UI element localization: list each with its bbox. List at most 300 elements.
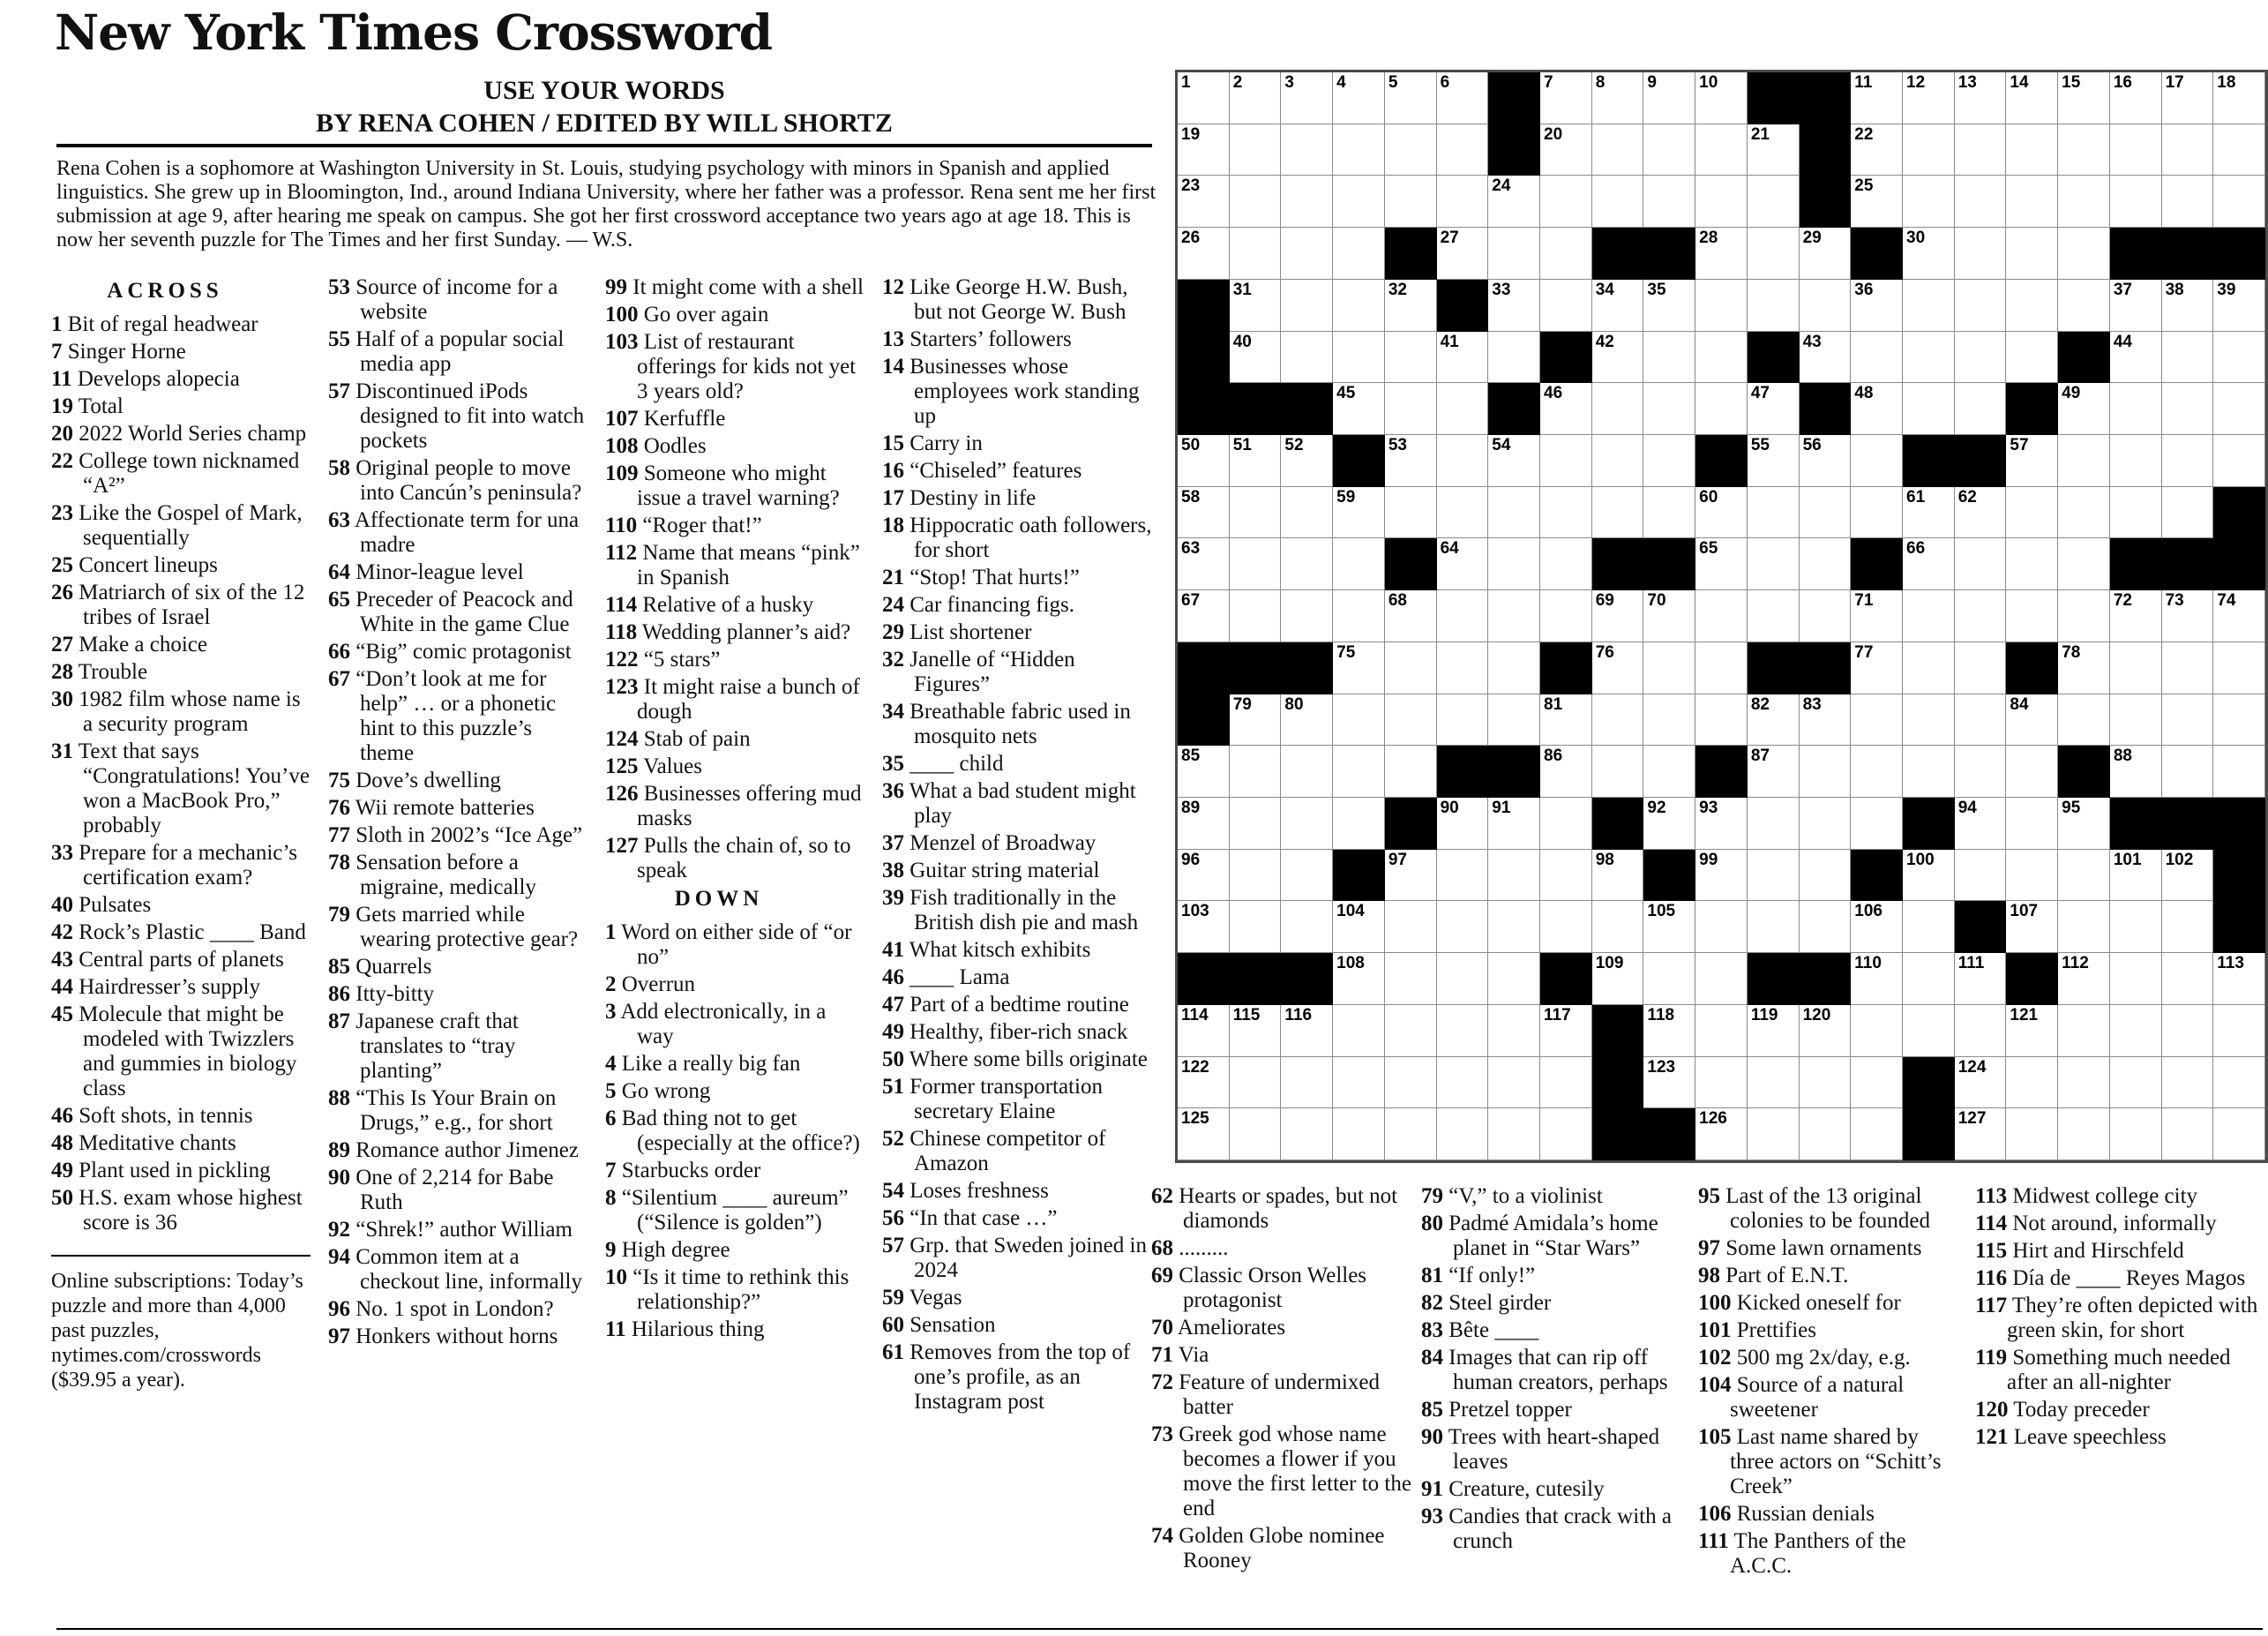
- grid-cell[interactable]: [1955, 383, 2007, 435]
- grid-cell[interactable]: [1230, 694, 1282, 747]
- grid-cell[interactable]: [1592, 694, 1644, 747]
- grid-cell[interactable]: [2162, 435, 2214, 487]
- grid-cell[interactable]: [1333, 124, 1385, 176]
- grid-cell[interactable]: [1437, 590, 1489, 642]
- grid-cell[interactable]: [2058, 798, 2110, 850]
- grid-cell[interactable]: [1592, 383, 1644, 435]
- grid-cell[interactable]: [2006, 72, 2058, 124]
- grid-cell[interactable]: [1333, 487, 1385, 539]
- grid-cell[interactable]: [1903, 850, 1955, 902]
- grid-cell[interactable]: [1540, 1108, 1592, 1160]
- grid-cell[interactable]: [1955, 538, 2007, 590]
- grid-cell[interactable]: [1333, 383, 1385, 435]
- grid-cell[interactable]: [1643, 383, 1695, 435]
- grid-cell[interactable]: [1851, 798, 1903, 850]
- grid-cell[interactable]: [2006, 850, 2058, 902]
- grid-cell[interactable]: [1333, 953, 1385, 1005]
- grid-cell[interactable]: [1488, 487, 1540, 539]
- grid-cell[interactable]: [1437, 798, 1489, 850]
- grid-cell[interactable]: [1230, 228, 1282, 280]
- grid-cell[interactable]: [1385, 383, 1437, 435]
- grid-cell[interactable]: [1333, 1057, 1385, 1109]
- grid-cell[interactable]: [2213, 642, 2265, 694]
- grid-cell[interactable]: [1488, 590, 1540, 642]
- grid-cell[interactable]: [1695, 694, 1748, 747]
- grid-cell[interactable]: [1643, 124, 1695, 176]
- grid-cell[interactable]: [1333, 176, 1385, 228]
- grid-cell[interactable]: [1540, 1057, 1592, 1109]
- grid-cell[interactable]: [1333, 72, 1385, 124]
- grid-cell[interactable]: [1230, 746, 1282, 798]
- grid-cell[interactable]: [2058, 228, 2110, 280]
- grid-cell[interactable]: [2006, 435, 2058, 487]
- grid-cell[interactable]: [2110, 1005, 2162, 1057]
- grid-cell[interactable]: [1230, 850, 1282, 902]
- grid-cell[interactable]: [2162, 953, 2214, 1005]
- grid-cell[interactable]: [1592, 332, 1644, 384]
- grid-cell[interactable]: [1488, 1108, 1540, 1160]
- grid-cell[interactable]: [1800, 1057, 1852, 1109]
- grid-cell[interactable]: [1540, 850, 1592, 902]
- grid-cell[interactable]: [2058, 538, 2110, 590]
- grid-cell[interactable]: [1955, 694, 2007, 747]
- grid-cell[interactable]: [1488, 176, 1540, 228]
- grid-cell[interactable]: [1800, 228, 1852, 280]
- grid-cell[interactable]: [1800, 1005, 1852, 1057]
- grid-cell[interactable]: [1178, 1057, 1230, 1109]
- grid-cell[interactable]: [2110, 746, 2162, 798]
- grid-cell[interactable]: [1488, 1057, 1540, 1109]
- grid-cell[interactable]: [2110, 72, 2162, 124]
- grid-cell[interactable]: [1695, 332, 1748, 384]
- grid-cell[interactable]: [2058, 642, 2110, 694]
- grid-cell[interactable]: [1437, 124, 1489, 176]
- grid-cell[interactable]: [1695, 487, 1748, 539]
- grid-cell[interactable]: [2213, 435, 2265, 487]
- grid-cell[interactable]: [2213, 953, 2265, 1005]
- grid-cell[interactable]: [1281, 538, 1333, 590]
- grid-cell[interactable]: [2213, 1005, 2265, 1057]
- grid-cell[interactable]: [2006, 1057, 2058, 1109]
- grid-cell[interactable]: [1695, 1108, 1748, 1160]
- grid-cell[interactable]: [1488, 435, 1540, 487]
- grid-cell[interactable]: [1643, 746, 1695, 798]
- grid-cell[interactable]: [1230, 1057, 1282, 1109]
- grid-cell[interactable]: [1643, 176, 1695, 228]
- grid-cell[interactable]: [1903, 746, 1955, 798]
- grid-cell[interactable]: [2110, 850, 2162, 902]
- grid-cell[interactable]: [1748, 850, 1800, 902]
- grid-cell[interactable]: [1281, 435, 1333, 487]
- grid-cell[interactable]: [1281, 746, 1333, 798]
- grid-cell[interactable]: [1748, 228, 1800, 280]
- grid-cell[interactable]: [1592, 590, 1644, 642]
- grid-cell[interactable]: [1281, 72, 1333, 124]
- grid-cell[interactable]: [1540, 72, 1592, 124]
- grid-cell[interactable]: [1230, 538, 1282, 590]
- grid-cell[interactable]: [1540, 590, 1592, 642]
- grid-cell[interactable]: [2162, 280, 2214, 332]
- grid-cell[interactable]: [1800, 694, 1852, 747]
- grid-cell[interactable]: [1955, 746, 2007, 798]
- grid-cell[interactable]: [1333, 798, 1385, 850]
- grid-cell[interactable]: [1488, 1005, 1540, 1057]
- grid-cell[interactable]: [2058, 590, 2110, 642]
- grid-cell[interactable]: [1592, 435, 1644, 487]
- grid-cell[interactable]: [2006, 538, 2058, 590]
- grid-cell[interactable]: [2058, 487, 2110, 539]
- grid-cell[interactable]: [1695, 124, 1748, 176]
- grid-cell[interactable]: [1851, 176, 1903, 228]
- grid-cell[interactable]: [1592, 953, 1644, 1005]
- grid-cell[interactable]: [1437, 642, 1489, 694]
- grid-cell[interactable]: [1643, 332, 1695, 384]
- grid-cell[interactable]: [1748, 435, 1800, 487]
- grid-cell[interactable]: [1851, 1005, 1903, 1057]
- grid-cell[interactable]: [2110, 642, 2162, 694]
- grid-cell[interactable]: [1281, 332, 1333, 384]
- grid-cell[interactable]: [2162, 642, 2214, 694]
- grid-cell[interactable]: [2058, 1108, 2110, 1160]
- grid-cell[interactable]: [2058, 124, 2110, 176]
- grid-cell[interactable]: [1851, 746, 1903, 798]
- grid-cell[interactable]: [1437, 953, 1489, 1005]
- grid-cell[interactable]: [1903, 694, 1955, 747]
- grid-cell[interactable]: [1643, 72, 1695, 124]
- grid-cell[interactable]: [1592, 642, 1644, 694]
- grid-cell[interactable]: [1592, 901, 1644, 953]
- grid-cell[interactable]: [1385, 487, 1437, 539]
- grid-cell[interactable]: [1385, 280, 1437, 332]
- grid-cell[interactable]: [1955, 176, 2007, 228]
- grid-cell[interactable]: [1695, 1005, 1748, 1057]
- grid-cell[interactable]: [1851, 435, 1903, 487]
- grid-cell[interactable]: [1903, 590, 1955, 642]
- grid-cell[interactable]: [1851, 590, 1903, 642]
- grid-cell[interactable]: [1643, 953, 1695, 1005]
- grid-cell[interactable]: [1955, 590, 2007, 642]
- grid-cell[interactable]: [1955, 850, 2007, 902]
- grid-cell[interactable]: [2110, 280, 2162, 332]
- grid-cell[interactable]: [1851, 1108, 1903, 1160]
- grid-cell[interactable]: [2213, 332, 2265, 384]
- grid-cell[interactable]: [1437, 332, 1489, 384]
- grid-cell[interactable]: [2058, 383, 2110, 435]
- grid-cell[interactable]: [2213, 746, 2265, 798]
- grid-cell[interactable]: [1178, 590, 1230, 642]
- grid-cell[interactable]: [2162, 487, 2214, 539]
- grid-cell[interactable]: [2058, 694, 2110, 747]
- grid-cell[interactable]: [1748, 590, 1800, 642]
- grid-cell[interactable]: [1178, 850, 1230, 902]
- grid-cell[interactable]: [1385, 124, 1437, 176]
- grid-cell[interactable]: [1178, 228, 1230, 280]
- grid-cell[interactable]: [2110, 953, 2162, 1005]
- grid-cell[interactable]: [1385, 1057, 1437, 1109]
- grid-cell[interactable]: [1178, 72, 1230, 124]
- grid-cell[interactable]: [2162, 124, 2214, 176]
- grid-cell[interactable]: [1385, 176, 1437, 228]
- grid-cell[interactable]: [1903, 1005, 1955, 1057]
- grid-cell[interactable]: [1333, 1005, 1385, 1057]
- grid-cell[interactable]: [1851, 124, 1903, 176]
- grid-cell[interactable]: [1955, 1108, 2007, 1160]
- grid-cell[interactable]: [1955, 953, 2007, 1005]
- grid-cell[interactable]: [1748, 694, 1800, 747]
- grid-cell[interactable]: [1385, 1108, 1437, 1160]
- grid-cell[interactable]: [1695, 850, 1748, 902]
- grid-cell[interactable]: [1695, 901, 1748, 953]
- grid-cell[interactable]: [1230, 1108, 1282, 1160]
- grid-cell[interactable]: [1385, 332, 1437, 384]
- grid-cell[interactable]: [2058, 435, 2110, 487]
- grid-cell[interactable]: [1385, 850, 1437, 902]
- grid-cell[interactable]: [1800, 798, 1852, 850]
- grid-cell[interactable]: [1903, 332, 1955, 384]
- grid-cell[interactable]: [2006, 280, 2058, 332]
- grid-cell[interactable]: [1748, 1005, 1800, 1057]
- grid-cell[interactable]: [2162, 383, 2214, 435]
- grid-cell[interactable]: [1748, 538, 1800, 590]
- grid-cell[interactable]: [1748, 124, 1800, 176]
- grid-cell[interactable]: [2006, 228, 2058, 280]
- grid-cell[interactable]: [2006, 694, 2058, 747]
- grid-cell[interactable]: [1540, 124, 1592, 176]
- grid-cell[interactable]: [2162, 176, 2214, 228]
- grid-cell[interactable]: [1540, 746, 1592, 798]
- grid-cell[interactable]: [1333, 590, 1385, 642]
- grid-cell[interactable]: [1800, 332, 1852, 384]
- grid-cell[interactable]: [1903, 228, 1955, 280]
- grid-cell[interactable]: [1748, 798, 1800, 850]
- grid-cell[interactable]: [1540, 1005, 1592, 1057]
- grid-cell[interactable]: [1230, 176, 1282, 228]
- grid-cell[interactable]: [1385, 953, 1437, 1005]
- grid-cell[interactable]: [1695, 590, 1748, 642]
- grid-cell[interactable]: [1437, 1005, 1489, 1057]
- grid-cell[interactable]: [1903, 124, 1955, 176]
- grid-cell[interactable]: [1748, 746, 1800, 798]
- grid-cell[interactable]: [1230, 798, 1282, 850]
- grid-cell[interactable]: [1955, 124, 2007, 176]
- grid-cell[interactable]: [2058, 901, 2110, 953]
- grid-cell[interactable]: [2110, 590, 2162, 642]
- grid-cell[interactable]: [2162, 332, 2214, 384]
- grid-cell[interactable]: [2162, 901, 2214, 953]
- grid-cell[interactable]: [1540, 435, 1592, 487]
- grid-cell[interactable]: [2213, 383, 2265, 435]
- grid-cell[interactable]: [1385, 901, 1437, 953]
- grid-cell[interactable]: [1385, 72, 1437, 124]
- grid-cell[interactable]: [1695, 953, 1748, 1005]
- grid-cell[interactable]: [1643, 694, 1695, 747]
- grid-cell[interactable]: [2006, 176, 2058, 228]
- grid-cell[interactable]: [1695, 228, 1748, 280]
- grid-cell[interactable]: [1333, 228, 1385, 280]
- grid-cell[interactable]: [1903, 72, 1955, 124]
- grid-cell[interactable]: [1643, 798, 1695, 850]
- grid-cell[interactable]: [1488, 850, 1540, 902]
- grid-cell[interactable]: [2006, 1005, 2058, 1057]
- grid-cell[interactable]: [1592, 746, 1644, 798]
- grid-cell[interactable]: [2162, 850, 2214, 902]
- grid-cell[interactable]: [2006, 1108, 2058, 1160]
- grid-cell[interactable]: [1385, 746, 1437, 798]
- grid-cell[interactable]: [2006, 487, 2058, 539]
- grid-cell[interactable]: [1488, 694, 1540, 747]
- grid-cell[interactable]: [1643, 487, 1695, 539]
- grid-cell[interactable]: [1178, 487, 1230, 539]
- grid-cell[interactable]: [1695, 642, 1748, 694]
- grid-cell[interactable]: [2162, 746, 2214, 798]
- grid-cell[interactable]: [1851, 901, 1903, 953]
- grid-cell[interactable]: [1955, 487, 2007, 539]
- grid-cell[interactable]: [1488, 953, 1540, 1005]
- grid-cell[interactable]: [1955, 228, 2007, 280]
- grid-cell[interactable]: [1437, 538, 1489, 590]
- grid-cell[interactable]: [1333, 1108, 1385, 1160]
- grid-cell[interactable]: [1281, 1057, 1333, 1109]
- grid-cell[interactable]: [1488, 228, 1540, 280]
- grid-cell[interactable]: [1695, 798, 1748, 850]
- grid-cell[interactable]: [1851, 694, 1903, 747]
- grid-cell[interactable]: [2110, 1108, 2162, 1160]
- grid-cell[interactable]: [1592, 124, 1644, 176]
- grid-cell[interactable]: [1748, 1108, 1800, 1160]
- grid-cell[interactable]: [1230, 280, 1282, 332]
- grid-cell[interactable]: [2213, 694, 2265, 747]
- grid-cell[interactable]: [1903, 642, 1955, 694]
- grid-cell[interactable]: [1592, 72, 1644, 124]
- grid-cell[interactable]: [1385, 1005, 1437, 1057]
- grid-cell[interactable]: [1488, 901, 1540, 953]
- grid-cell[interactable]: [1333, 538, 1385, 590]
- grid-cell[interactable]: [1851, 72, 1903, 124]
- grid-cell[interactable]: [1281, 798, 1333, 850]
- grid-cell[interactable]: [1903, 280, 1955, 332]
- grid-cell[interactable]: [1903, 176, 1955, 228]
- grid-cell[interactable]: [1851, 1057, 1903, 1109]
- grid-cell[interactable]: [1437, 72, 1489, 124]
- grid-cell[interactable]: [1955, 280, 2007, 332]
- grid-cell[interactable]: [1230, 487, 1282, 539]
- grid-cell[interactable]: [1643, 1057, 1695, 1109]
- grid-cell[interactable]: [1437, 383, 1489, 435]
- grid-cell[interactable]: [1230, 435, 1282, 487]
- grid-cell[interactable]: [1695, 1057, 1748, 1109]
- grid-cell[interactable]: [1333, 901, 1385, 953]
- grid-cell[interactable]: [1178, 798, 1230, 850]
- grid-cell[interactable]: [1851, 953, 1903, 1005]
- grid-cell[interactable]: [1230, 590, 1282, 642]
- grid-cell[interactable]: [1230, 901, 1282, 953]
- grid-cell[interactable]: [2058, 953, 2110, 1005]
- grid-cell[interactable]: [1851, 383, 1903, 435]
- grid-cell[interactable]: [1540, 901, 1592, 953]
- grid-cell[interactable]: [2006, 124, 2058, 176]
- grid-cell[interactable]: [1955, 1005, 2007, 1057]
- grid-cell[interactable]: [1178, 901, 1230, 953]
- grid-cell[interactable]: [1643, 901, 1695, 953]
- grid-cell[interactable]: [2110, 124, 2162, 176]
- grid-cell[interactable]: [1437, 1108, 1489, 1160]
- grid-cell[interactable]: [1800, 280, 1852, 332]
- grid-cell[interactable]: [2058, 1057, 2110, 1109]
- grid-cell[interactable]: [2110, 176, 2162, 228]
- grid-cell[interactable]: [2213, 124, 2265, 176]
- grid-cell[interactable]: [1851, 280, 1903, 332]
- grid-cell[interactable]: [1230, 1005, 1282, 1057]
- grid-cell[interactable]: [1437, 435, 1489, 487]
- grid-cell[interactable]: [1333, 694, 1385, 747]
- grid-cell[interactable]: [2162, 1057, 2214, 1109]
- grid-cell[interactable]: [1178, 746, 1230, 798]
- grid-cell[interactable]: [1851, 642, 1903, 694]
- grid-cell[interactable]: [2110, 487, 2162, 539]
- grid-cell[interactable]: [1851, 487, 1903, 539]
- grid-cell[interactable]: [2006, 901, 2058, 953]
- grid-cell[interactable]: [1851, 332, 1903, 384]
- grid-cell[interactable]: [1178, 1005, 1230, 1057]
- grid-cell[interactable]: [1748, 487, 1800, 539]
- grid-cell[interactable]: [1592, 487, 1644, 539]
- grid-cell[interactable]: [2162, 590, 2214, 642]
- grid-cell[interactable]: [1488, 280, 1540, 332]
- grid-cell[interactable]: [1643, 280, 1695, 332]
- grid-cell[interactable]: [1437, 487, 1489, 539]
- grid-cell[interactable]: [1748, 176, 1800, 228]
- grid-cell[interactable]: [1643, 1005, 1695, 1057]
- grid-cell[interactable]: [1800, 901, 1852, 953]
- grid-cell[interactable]: [1955, 1057, 2007, 1109]
- grid-cell[interactable]: [1281, 590, 1333, 642]
- grid-cell[interactable]: [1230, 72, 1282, 124]
- grid-cell[interactable]: [1955, 332, 2007, 384]
- grid-cell[interactable]: [1695, 280, 1748, 332]
- grid-cell[interactable]: [1178, 538, 1230, 590]
- grid-cell[interactable]: [1955, 72, 2007, 124]
- grid-cell[interactable]: [2213, 72, 2265, 124]
- grid-cell[interactable]: [1592, 176, 1644, 228]
- grid-cell[interactable]: [2058, 176, 2110, 228]
- grid-cell[interactable]: [1540, 798, 1592, 850]
- grid-cell[interactable]: [1230, 124, 1282, 176]
- grid-cell[interactable]: [2213, 1108, 2265, 1160]
- grid-cell[interactable]: [2058, 850, 2110, 902]
- grid-cell[interactable]: [1540, 383, 1592, 435]
- grid-cell[interactable]: [2110, 332, 2162, 384]
- grid-cell[interactable]: [1643, 590, 1695, 642]
- grid-cell[interactable]: [1695, 72, 1748, 124]
- grid-cell[interactable]: [1333, 280, 1385, 332]
- grid-cell[interactable]: [2006, 798, 2058, 850]
- grid-cell[interactable]: [1281, 228, 1333, 280]
- grid-cell[interactable]: [1281, 901, 1333, 953]
- grid-cell[interactable]: [2006, 590, 2058, 642]
- grid-cell[interactable]: [1385, 435, 1437, 487]
- grid-cell[interactable]: [1333, 332, 1385, 384]
- grid-cell[interactable]: [2058, 72, 2110, 124]
- grid-cell[interactable]: [2162, 72, 2214, 124]
- grid-cell[interactable]: [1800, 487, 1852, 539]
- grid-cell[interactable]: [1488, 642, 1540, 694]
- grid-cell[interactable]: [1955, 642, 2007, 694]
- grid-cell[interactable]: [2110, 435, 2162, 487]
- grid-cell[interactable]: [1281, 1108, 1333, 1160]
- grid-cell[interactable]: [2006, 332, 2058, 384]
- grid-cell[interactable]: [1903, 901, 1955, 953]
- grid-cell[interactable]: [1748, 280, 1800, 332]
